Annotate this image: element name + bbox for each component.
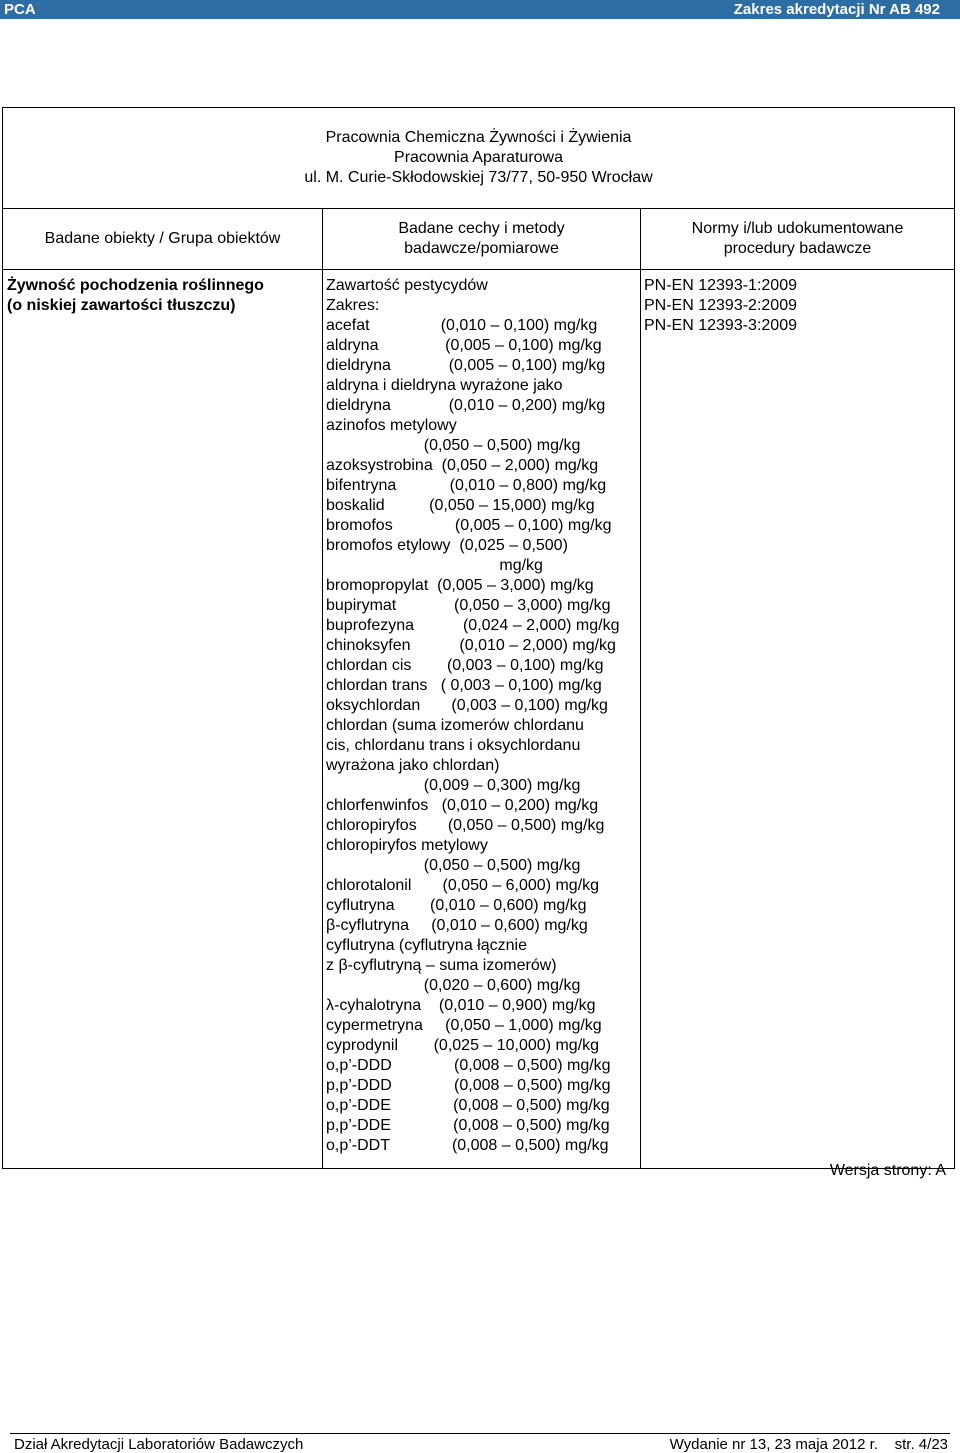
condition-line: cis, chlordanu trans i oksychlordanu [326,737,581,754]
accreditation-table [2,107,955,1169]
object-cell [3,270,323,1169]
condition-line: (0,009 – 0,300) mg/kg [326,777,581,794]
condition-line: aldryna i dieldryna wyrażone jako [326,377,563,394]
column-header-norms-line1: Normy i/lub udokumentowane [691,220,904,237]
condition-line: (0,020 – 0,600) mg/kg [326,977,581,994]
column-header-features-line2: badawcze/pomiarowe [404,240,559,257]
condition-line: bifentryna (0,010 – 0,800) mg/kg [326,477,607,494]
lab-department: Pracownia Aparaturowa [394,149,563,166]
norm-line: PN-EN 12393-3:2009 [644,317,797,334]
condition-line: o,p’-DDE (0,008 – 0,500) mg/kg [326,1097,610,1114]
condition-line: (0,050 – 0,500) mg/kg [326,437,581,454]
condition-line: chlordan trans ( 0,003 – 0,100) mg/kg [326,677,602,694]
condition-line: cypermetryna (0,050 – 1,000) mg/kg [326,1017,602,1034]
condition-line: azoksystrobina (0,050 – 2,000) mg/kg [326,457,599,474]
header-right-label: Zakres akredytacji Nr AB 492 [733,1,940,18]
norms-list [644,276,954,336]
condition-line: o,p’-DDT (0,008 – 0,500) mg/kg [326,1137,609,1154]
condition-line: boskalid (0,050 – 15,000) mg/kg [326,497,595,514]
condition-line: cyprodynil (0,025 – 10,000) mg/kg [326,1037,600,1054]
column-header-norms [641,209,955,270]
condition-line: bupirymat (0,050 – 3,000) mg/kg [326,597,611,614]
object-subtitle: (o niskiej zawartości tłuszczu) [7,297,236,314]
footer-edition: Wydanie nr 13, 23 maja 2012 r. str. 4/23 [669,1436,948,1453]
condition-line: chinoksyfen (0,010 – 2,000) mg/kg [326,637,616,654]
condition-line: (0,050 – 0,500) mg/kg [326,857,581,874]
header-left-label: PCA [4,1,36,18]
condition-line: β-cyflutryna (0,010 – 0,600) mg/kg [326,917,588,934]
condition-line: Zakres: [326,297,380,314]
condition-line: cyflutryna (0,010 – 0,600) mg/kg [326,897,587,914]
condition-line: mg/kg [326,557,543,574]
condition-line: acefat (0,010 – 0,100) mg/kg [326,317,598,334]
footer-divider [10,1433,950,1434]
condition-line: p,p’-DDD (0,008 – 0,500) mg/kg [326,1077,611,1094]
condition-line: chloropiryfos (0,050 – 0,500) mg/kg [326,817,605,834]
condition-line: chloropiryfos metylowy [326,837,488,854]
column-header-features-line1: Badane cechy i metody [398,220,565,237]
condition-line: cyflutryna (cyflutryna łącznie [326,937,527,954]
column-header-objects: Badane obiekty / Grupa obiektów [3,209,323,270]
condition-line: chlordan cis (0,003 – 0,100) mg/kg [326,657,604,674]
lab-address: ul. M. Curie-Skłodowskiej 73/77, 50-950 Wrocław [304,169,653,186]
top-header-band [0,0,960,19]
page-version: Wersja strony: A [829,1162,946,1179]
condition-line: bromofos etylowy (0,025 – 0,500) [326,537,568,554]
condition-line: bromofos (0,005 – 0,100) mg/kg [326,517,612,534]
conditions-cell [323,270,641,1169]
condition-line: dieldryna (0,010 – 0,200) mg/kg [326,397,606,414]
object-name: Żywność pochodzenia roślinnego [7,277,264,294]
condition-line: dieldryna (0,005 – 0,100) mg/kg [326,357,606,374]
condition-line: aldryna (0,005 – 0,100) mg/kg [326,337,602,354]
condition-line: bromopropylat (0,005 – 3,000) mg/kg [326,577,594,594]
condition-line: buprofezyna (0,024 – 2,000) mg/kg [326,617,620,634]
condition-line: chlorotalonil (0,050 – 6,000) mg/kg [326,877,600,894]
condition-line: Zawartość pestycydów [326,277,488,294]
lab-name: Pracownia Chemiczna Żywności i Żywienia [325,129,632,146]
column-header-norms-line2: procedury badawcze [723,240,872,257]
norm-line: PN-EN 12393-1:2009 [644,277,797,294]
lab-header-cell [3,108,955,209]
condition-line: p,p’-DDE (0,008 – 0,500) mg/kg [326,1117,610,1134]
condition-line: o,p’-DDD (0,008 – 0,500) mg/kg [326,1057,611,1074]
condition-line: λ-cyhalotryna (0,010 – 0,900) mg/kg [326,997,596,1014]
condition-line: oksychlordan (0,003 – 0,100) mg/kg [326,697,608,714]
condition-line: chlordan (suma izomerów chlordanu [326,717,584,734]
footer-department: Dział Akredytacji Laboratoriów Badawczych [14,1436,304,1453]
condition-line: azinofos metylowy [326,417,457,434]
norms-cell [641,270,955,1169]
column-header-features [323,209,641,270]
condition-line: chlorfenwinfos (0,010 – 0,200) mg/kg [326,797,599,814]
condition-line: wyrażona jako chlordan) [326,757,500,774]
condition-line: z β-cyflutryną – suma izomerów) [326,957,557,974]
conditions-list [326,276,640,1156]
norm-line: PN-EN 12393-2:2009 [644,297,797,314]
